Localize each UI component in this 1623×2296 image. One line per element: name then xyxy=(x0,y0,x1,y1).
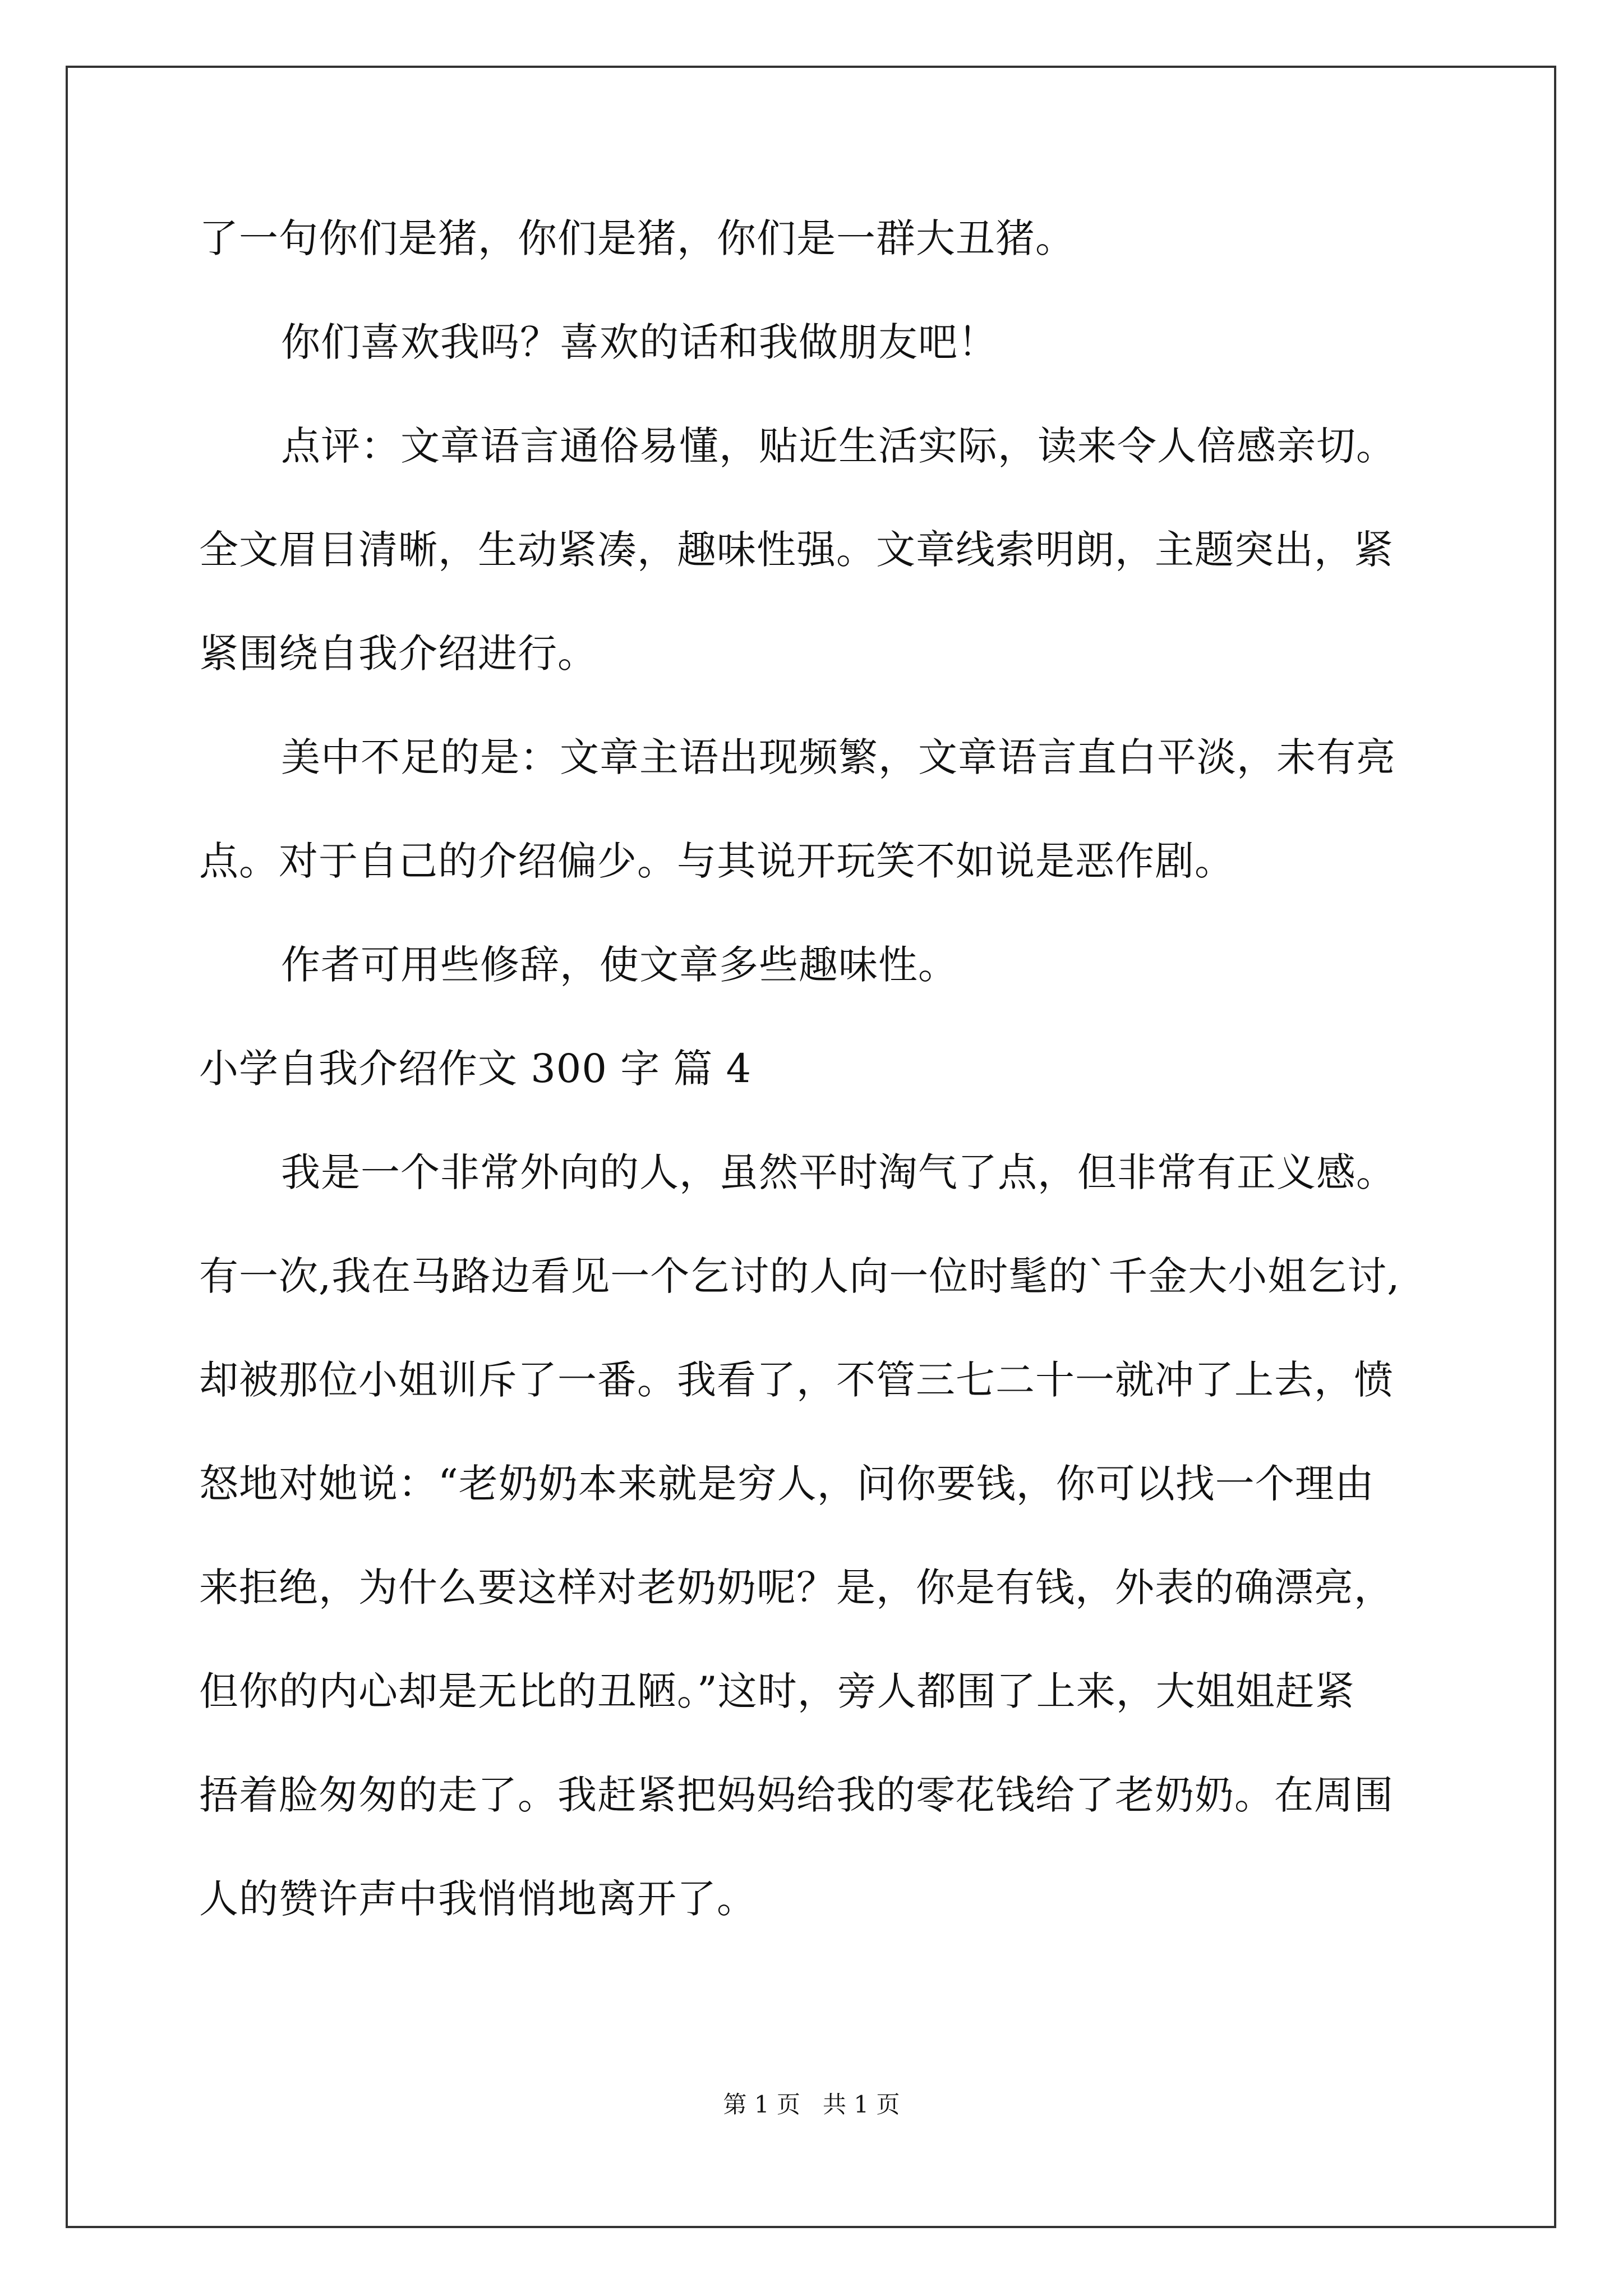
paragraph-start: 作者可用些修辞，使文章多些趣味性。 xyxy=(281,942,958,988)
text-line: 紧围绕自我介绍进行。 xyxy=(199,631,597,677)
paragraph-start: 点评：文章语言通俗易懂，贴近生活实际，读来令人倍感亲切。 xyxy=(281,423,1396,469)
text-line: 人的赞许声中我悄悄地离开了。 xyxy=(199,1876,757,1922)
text-line: 有一次,我在马路边看见一个乞讨的人向一位时髦的`千金大小姐乞讨, xyxy=(199,1253,1400,1299)
paragraph-start: 你们喜欢我吗？喜欢的话和我做朋友吧！ xyxy=(281,319,998,365)
text-line: 但你的内心却是无比的丑陋。”这时，旁人都围了上来，大姐姐赶紧 xyxy=(199,1668,1355,1714)
text-line: 来拒绝，为什么要这样对老奶奶呢？是，你是有钱，外表的确漂亮， xyxy=(199,1565,1394,1611)
text-line: 捂着脸匆匆的走了。我赶紧把妈妈给我的零花钱给了老奶奶。在周围 xyxy=(199,1772,1394,1818)
text-line: 却被那位小姐训斥了一番。我看了，不管三七二十一就冲了上去，愤 xyxy=(199,1357,1394,1403)
page-footer: 第 1 页 共 1 页 xyxy=(723,2091,900,2118)
text-line: 全文眉目清晰，生动紧凑，趣味性强。文章线索明朗，主题突出，紧 xyxy=(199,527,1394,573)
section-heading: 小学自我介绍作文 300 字 篇 4 xyxy=(199,1046,752,1092)
text-line: 怒地对她说：“老奶奶本来就是穷人，问你要钱，你可以找一个理由 xyxy=(199,1461,1375,1507)
paragraph-start: 我是一个非常外向的人，虽然平时淘气了点，但非常有正义感。 xyxy=(281,1149,1396,1195)
text-line: 点。对于自己的介绍偏少。与其说开玩笑不如说是恶作剧。 xyxy=(199,838,1234,884)
text-line: 了一句你们是猪，你们是猪，你们是一群大丑猪。 xyxy=(199,215,1075,261)
paragraph-start: 美中不足的是：文章主语出现频繁，文章语言直白平淡，未有亮 xyxy=(281,734,1396,780)
